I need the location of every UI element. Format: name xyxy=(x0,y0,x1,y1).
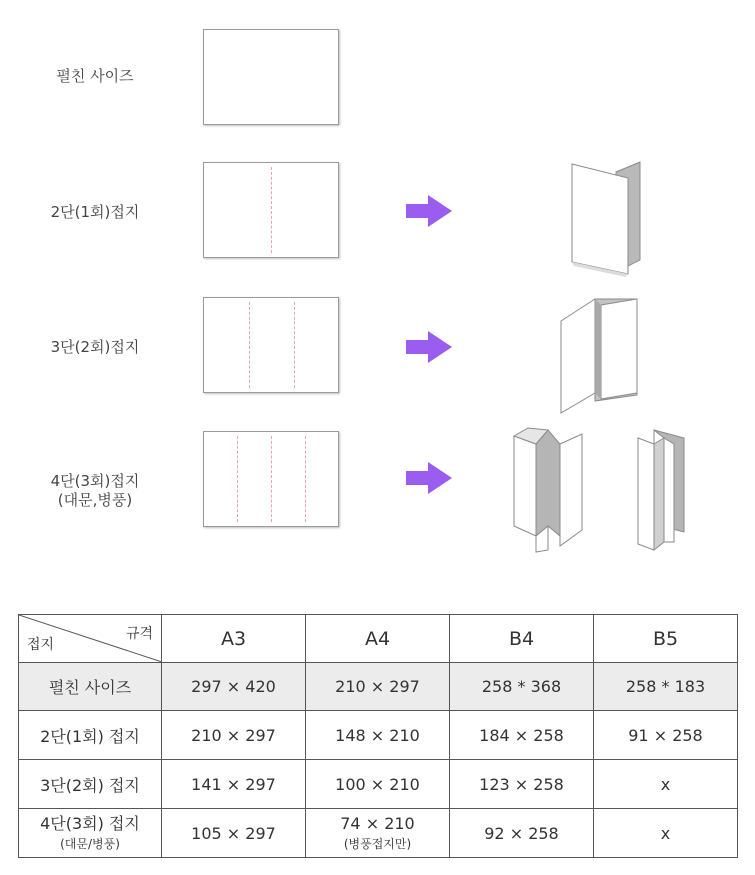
corner-top-label: 규격 xyxy=(125,626,153,642)
row-label-text: 4단(3회) 접지 xyxy=(40,813,140,833)
corner-header-cell xyxy=(19,615,162,663)
column-header-a3: A3 xyxy=(162,615,306,663)
table-cell: x xyxy=(594,760,738,809)
table-header-row xyxy=(19,615,738,663)
fold-line xyxy=(271,436,272,522)
table-cell: 258 * 183 xyxy=(594,663,738,711)
table-cell: 105 × 297 xyxy=(162,809,306,858)
row-label-cell: 2단(1회) 접지 xyxy=(19,711,162,760)
fold-spec-table xyxy=(18,614,738,858)
sheet-3-panel xyxy=(203,297,339,393)
table-cell: 210 × 297 xyxy=(306,663,450,711)
column-header-a4: A4 xyxy=(306,615,450,663)
unfolded-sheet xyxy=(203,29,339,125)
row-label-3-panel xyxy=(20,338,170,357)
column-header-b4: B4 xyxy=(450,615,594,663)
row-label-unfolded xyxy=(20,67,170,86)
table-cell: 92 × 258 xyxy=(450,809,594,858)
table-row xyxy=(19,809,738,858)
row-sublabel-text: (대문/병풍) xyxy=(60,836,120,851)
folded-gate-icon xyxy=(508,424,588,554)
table-cell: 297 × 420 xyxy=(162,663,306,711)
row-label-text: 4단(3회)접지 xyxy=(50,472,140,490)
cell-note: (병풍접지만) xyxy=(343,836,412,851)
column-header-b5: B5 xyxy=(594,615,738,663)
folded-accordion-icon xyxy=(630,424,700,554)
right-arrow-icon xyxy=(406,462,452,494)
row-label-text: 펼친 사이즈 xyxy=(56,67,134,85)
table-row xyxy=(19,711,738,760)
fold-line xyxy=(305,436,306,522)
row-label-cell: 3단(2회) 접지 xyxy=(19,760,162,809)
row-label-cell xyxy=(19,809,162,858)
fold-line xyxy=(294,302,295,388)
folded-3-panel-icon xyxy=(555,293,650,418)
right-arrow-icon xyxy=(406,331,452,363)
table-row xyxy=(19,663,738,711)
table-cell: 210 × 297 xyxy=(162,711,306,760)
table-cell: 91 × 258 xyxy=(594,711,738,760)
row-sublabel-text: (대문,병풍) xyxy=(57,491,133,509)
table-cell: 184 × 258 xyxy=(450,711,594,760)
table-cell: 148 × 210 xyxy=(306,711,450,760)
folded-2-panel-icon xyxy=(560,160,650,280)
sheet-4-panel xyxy=(203,431,339,527)
fold-line xyxy=(271,167,272,253)
table-row xyxy=(19,760,738,809)
table-cell: x xyxy=(594,809,738,858)
row-label-cell: 펼친 사이즈 xyxy=(19,663,162,711)
sheet-2-panel xyxy=(203,162,339,258)
right-arrow-icon xyxy=(406,195,452,227)
corner-bottom-label: 접지 xyxy=(27,637,55,653)
fold-line xyxy=(249,302,250,388)
table-cell: 100 × 210 xyxy=(306,760,450,809)
row-label-text: 3단(2회)접지 xyxy=(50,338,140,356)
fold-line xyxy=(237,436,238,522)
table-cell: 141 × 297 xyxy=(162,760,306,809)
cell-value: 74 × 210 xyxy=(340,813,415,833)
row-label-2-panel xyxy=(20,203,170,222)
row-label-text: 2단(1회)접지 xyxy=(50,203,140,221)
table-cell: 123 × 258 xyxy=(450,760,594,809)
table-cell: 258 * 368 xyxy=(450,663,594,711)
row-label-4-panel xyxy=(20,472,170,510)
table-cell xyxy=(306,809,450,858)
